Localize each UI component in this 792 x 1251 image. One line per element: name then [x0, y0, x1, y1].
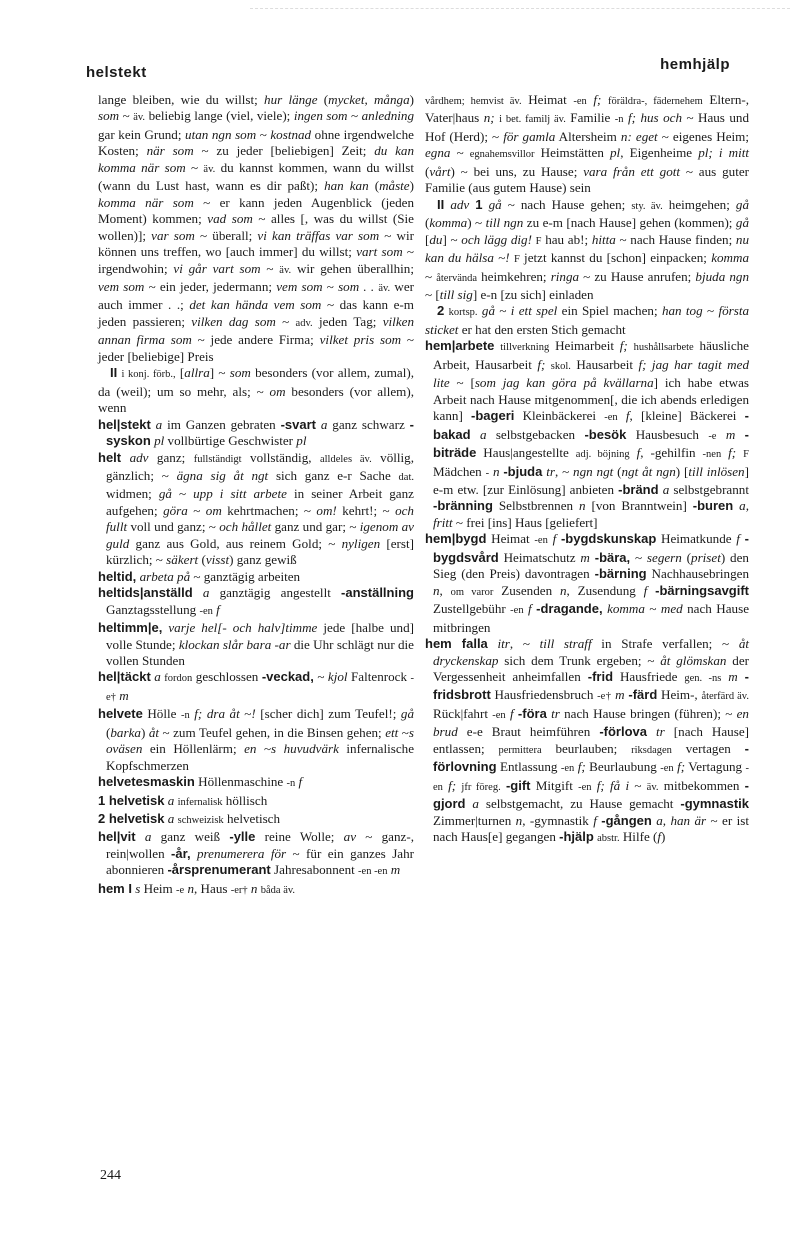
left-entry: helvetesmaskin Höllenmaschine -n f [98, 774, 303, 790]
running-head-right: hemhjälp [660, 56, 730, 73]
left-entry: heltid, arbeta på ~ ganztägig arbeiten [98, 568, 301, 584]
left-column [98, 92, 414, 899]
left-entry: 2 helvetisk a schweizisk helvetisch [98, 811, 281, 827]
left-entry: II i konj. förb., [allra] ~ som besonders (vor allem, zumal), da (weil); um so mehr, als; ~ om besonders (vor allem), wenn [98, 365, 415, 416]
right-column [425, 92, 749, 847]
left-entry: hel|täckt a fordon geschlossen -veckad, ~ kjol Faltenrock -e† m [98, 669, 414, 703]
right-entry: vårdhem; hemvist äv. Heimat -en f; föräldra-, fädernehem Eltern-, Vater|haus n; i bet. familj äv. Familie -n f; hus och ~ Haus und Hof (Herd); ~ för gamla Altersheim n: eget ~ eigenes Heim; egna ~ egnahemsvillor Heimstätten pl, Eigenheime pl; i mitt (vårt) ~ bei uns, zu Hause; vara från ett gott ~ aus guter Familie (aus gutem Hause) sein [425, 92, 750, 196]
left-entry: helt adv ganz; fullständigt vollständig, alldeles äv. völlig, gänzlich; ~ ägna sig åt ngt sich ganz e-r Sache dat. widmen; gå ~ upp i sitt arbete in seiner Arbeit ganz aufgehen; göra ~ om kehrtmachen; ~ om! kehrt!; ~ och fullt voll und ganz; ~ och hållet ganz und gar; ~ igenom av guld ganz aus Gold, aus reinem Gold; ~ nyligen [erst] kürzlich; ~ säkert (visst) ganz gewiß [98, 449, 414, 568]
right-entry: hem|arbete tillverkning Heimarbeit f; hushållsarbete häusliche Arbeit, Hausarbeit f; skol. Hausarbeit f; jag har tagit med lite ~ [som jag kan göra på kvällarna] ich habe etwas Arbeit nach Hause mitgenommen[, die ich abends erledigen kann] -bageri Kleinbäckerei -en f, [kleine] Bäckerei -bakad a selbstgebacken -besök Hausbesuch -e m -biträde Haus|angestellte adj. böjning f, -gehilfin -nen f; F Mädchen - n -bjuda tr, ~ ngn ngt (ngt åt ngn) [till inlösen] e-m etw. [zur Einlösung] anbieten -bränd a selbstgebrannt -bränning Selbstbrennen n [von Branntwein] -buren a, fritt ~ frei [ins] Haus [geliefert] [425, 338, 750, 530]
left-entry: hem I s Heim -e n, Haus -er† n båda äv. [98, 880, 296, 896]
right-entry: hem|bygd Heimat -en f -bygdskunskap Heimatkunde f -bygdsvård Heimatschutz m -bära, ~ segern (priset) den Sieg (den Preis) davontragen -bärning Nachhausebringen n, om varor Zusenden n, Zusendung f -bärningsavgift Zustellgebühr -en f -dragande, komma ~ med nach Hause mitbringen [425, 531, 750, 635]
left-entry: helvete Hölle -n f; dra åt ~! [scher dich] zum Teufel!; gå (barka) åt ~ zum Teufel gehen, in die Binsen gehen; ett ~s oväsen ein Höllenlärm; en ~s huvudvärk infernalische Kopfschmerzen [98, 706, 415, 773]
left-entry: heltimm|e, varje hel[- och halv]timme jede [halbe und] volle Stunde; klockan slår bara -ar die Uhr schlägt nur die vollen Stunden [98, 620, 414, 668]
left-entry: lange bleiben, wie du willst; hur länge (mycket, många) som ~ äv. beliebig lange (viel, viele); ingen som ~ anledning gar kein Grund; utan ngn som ~ kostnad ohne irgendwelche Kosten; när som ~ zu jeder [beliebigen] Zeit; du kan komma när som ~ äv. du kannst kommen, wann du willst (wann du Lust hast, wann es dir paßt); han kan (måste) komma när som ~ er kann jeden Augenblick (jeden Moment) kommen; vad som ~ alles [, was du willst (Sie wollen)]; var som ~ überall; vi kan träffas var som ~ wir können uns treffen, wo [auch immer] du willst; vart som ~ irgendwohin; vi går vart som ~ äv. wir gehen überallhin; vem som ~ ein jeder, jedermann; vem som ~ som . . äv. wer auch immer . .; det kan hända vem som ~ das kann e-m jeden passieren; vilken dag som ~ adv. jeden Tag; vilken annan firma som ~ jede andere Firma; vilket pris som ~ jeder [beliebige] Preis [98, 92, 415, 364]
left-entry: 1 helvetisk a infernalisk höllisch [98, 792, 268, 808]
left-entry: hel|stekt a im Ganzen gebraten -svart a ganz schwarz -syskon pl vollbürtige Geschwister pl [98, 416, 414, 449]
page-number: 244 [100, 1168, 121, 1183]
running-head-left: helstekt [86, 64, 147, 81]
left-entry: hel|vit a ganz weiß -ylle reine Wolle; av ~ ganz-, rein|wollen -år, prenumerera för ~ für ein ganzes Jahr abonnieren -årsprenumerant Jahresabonnent -en -en m [98, 829, 415, 878]
right-entry: hem falla itr, ~ till straff in Strafe verfallen; ~ åt dryckenskap sich dem Trunk ergeben; ~ åt glömskan der Vergessenheit anheimfallen -frid Hausfriede gen. -ns m -fridsbrott Hausfriedensbruch -e† m -färd Heim-, återfärd äv. Rück|fahrt -en f -föra tr nach Hause bringen (führen); ~ en brud e-e Braut heimführen -förlova tr [nach Hause] entlassen; permittera beurlauben; riksdagen vertagen -förlovning Entlassung -en f; Beurlaubung -en f; Vertagung -en f; jfr föreg. -gift Mitgift -en f; få i ~ äv. mitbekommen -gjord a selbstgemacht, zu Hause gemacht -gymnastik Zimmer|turnen n, -gymnastik f -gången a, han är ~ er ist nach Haus[e] gegangen -hjälp abstr. Hilfe (f) [425, 636, 750, 845]
top-edge-line [250, 8, 790, 10]
left-entry: heltids|anställd a ganztägig angestellt -anställning Ganztagsstellung -en f [98, 585, 414, 617]
right-entry: II adv 1 gå ~ nach Hause gehen; sty. äv. heimgehen; gå (komma) ~ till ngn zu e-m [nach Hause] gehen (kommen); gå [du] ~ och lägg dig! F hau ab!; hitta ~ nach Hause finden; nu kan du hälsa ~! F jetzt kannst du [schon] einpacken; komma ~ återvända heimkehren; ringa ~ zu Hause anrufen; bjuda ngn ~ [till sig] e-n [zu sich] einladen [425, 196, 750, 302]
right-entry: 2 kortsp. gå ~ i ett spel ein Spiel machen; han tog ~ första sticket er hat den ersten Stich gemacht [425, 303, 749, 337]
